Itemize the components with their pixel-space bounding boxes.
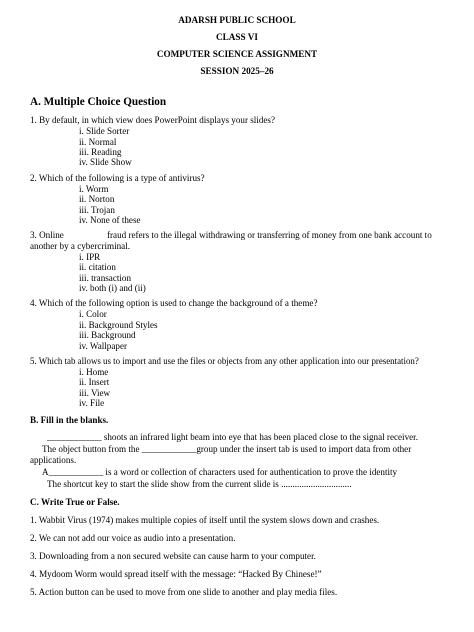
- blank-2[interactable]: ____________: [141, 444, 197, 454]
- fill-blank-3-start: A: [42, 467, 49, 477]
- assignment-title: COMPUTER SCIENCE ASSIGNMENT: [156, 49, 318, 59]
- true-false-1: 1. Wabbit Virus (1974) makes multiple copies of itself until the system slows down and crashes.: [30, 515, 380, 525]
- q3-option-1: i. IPR: [79, 252, 101, 262]
- class-label: CLASS VI: [216, 32, 258, 42]
- true-false-4: 4. Mydoom Worm would spread itself with the message: “Hacked By Chinese!”: [30, 569, 322, 579]
- fill-blank-2: [42, 444, 411, 455]
- q3-option-4: iv. both (i) and (ii): [79, 283, 146, 293]
- q5-option-4: iv. File: [79, 398, 105, 408]
- q4-option-2: ii. Background Styles: [79, 320, 158, 330]
- question-2: 2. Which of the following is a type of antivirus?: [30, 173, 205, 183]
- question-5: 5. Which tab allows us to import and use the files or objects from any other application into our presentation?: [30, 356, 419, 366]
- q2-option-4: iv. None of these: [79, 215, 141, 225]
- fill-blank-3-rest: is a word or collection of characters used for authentication to prove the identity: [103, 467, 398, 477]
- q3-option-3: iii. transaction: [79, 273, 132, 283]
- q1-option-4: iv. Slide Show: [79, 157, 132, 167]
- q5-option-3: iii. View: [79, 388, 111, 398]
- q4-option-1: i. Color: [79, 309, 107, 319]
- section-c-title: C. Write True or False.: [30, 497, 120, 507]
- fill-blank-3: [42, 467, 397, 478]
- q2-option-3: iii. Trojan: [79, 205, 115, 215]
- q1-option-1: i. Slide Sorter: [79, 126, 130, 136]
- question-3-cont: another by a cybercriminal.: [30, 241, 130, 251]
- fill-blank-2-start: The object button from the: [42, 444, 142, 454]
- q1-option-2: ii. Normal: [79, 137, 117, 147]
- q4-option-3: iii. Background: [79, 330, 136, 340]
- school-name: ADARSH PUBLIC SCHOOL: [178, 15, 296, 25]
- q1-option-3: iii. Reading: [79, 147, 122, 157]
- true-false-2: 2. We can not add our voice as audio into a presentation.: [30, 533, 236, 543]
- q5-option-2: ii. Insert: [79, 377, 110, 387]
- fill-blank-1-text: shoots an infrared light beam into eye that has been placed close to the signal receiver.: [101, 432, 418, 442]
- question-4: 4. Which of the following option is used to change the background of a theme?: [30, 298, 318, 308]
- fill-blank-1: [47, 432, 418, 443]
- blank-3[interactable]: ____________: [48, 467, 104, 477]
- fill-blank-2-rest: group under the insert tab is used to import data from other: [196, 444, 412, 454]
- q2-option-1: i. Worm: [79, 184, 109, 194]
- q2-option-2: ii. Norton: [79, 194, 115, 204]
- blank-1[interactable]: ____________: [47, 432, 102, 442]
- fill-blank-2-cont: applications.: [30, 455, 77, 465]
- section-a-title: A. Multiple Choice Question: [30, 96, 167, 108]
- true-false-3: 3. Downloading from a non secured website can cause harm to your computer.: [30, 551, 316, 561]
- session-label: SESSION 2025–26: [200, 66, 274, 76]
- fill-blank-4: The shortcut key to start the slide show from the current slide is ...............................: [47, 479, 352, 489]
- question-1: 1. By default, in which view does PowerPoint displays your slides?: [30, 115, 275, 125]
- question-3-start: 3. Online: [30, 230, 64, 240]
- q4-option-4: iv. Wallpaper: [79, 341, 128, 351]
- section-b-title: B. Fill in the blanks.: [30, 415, 109, 425]
- q3-option-2: ii. citation: [79, 262, 116, 272]
- question-3-rest: fraud refers to the illegal withdrawing or transferring of money from one bank account to: [107, 230, 432, 240]
- true-false-5: 5. Action button can be used to move from one slide to another and play media files.: [30, 587, 338, 597]
- q5-option-1: i. Home: [79, 367, 109, 377]
